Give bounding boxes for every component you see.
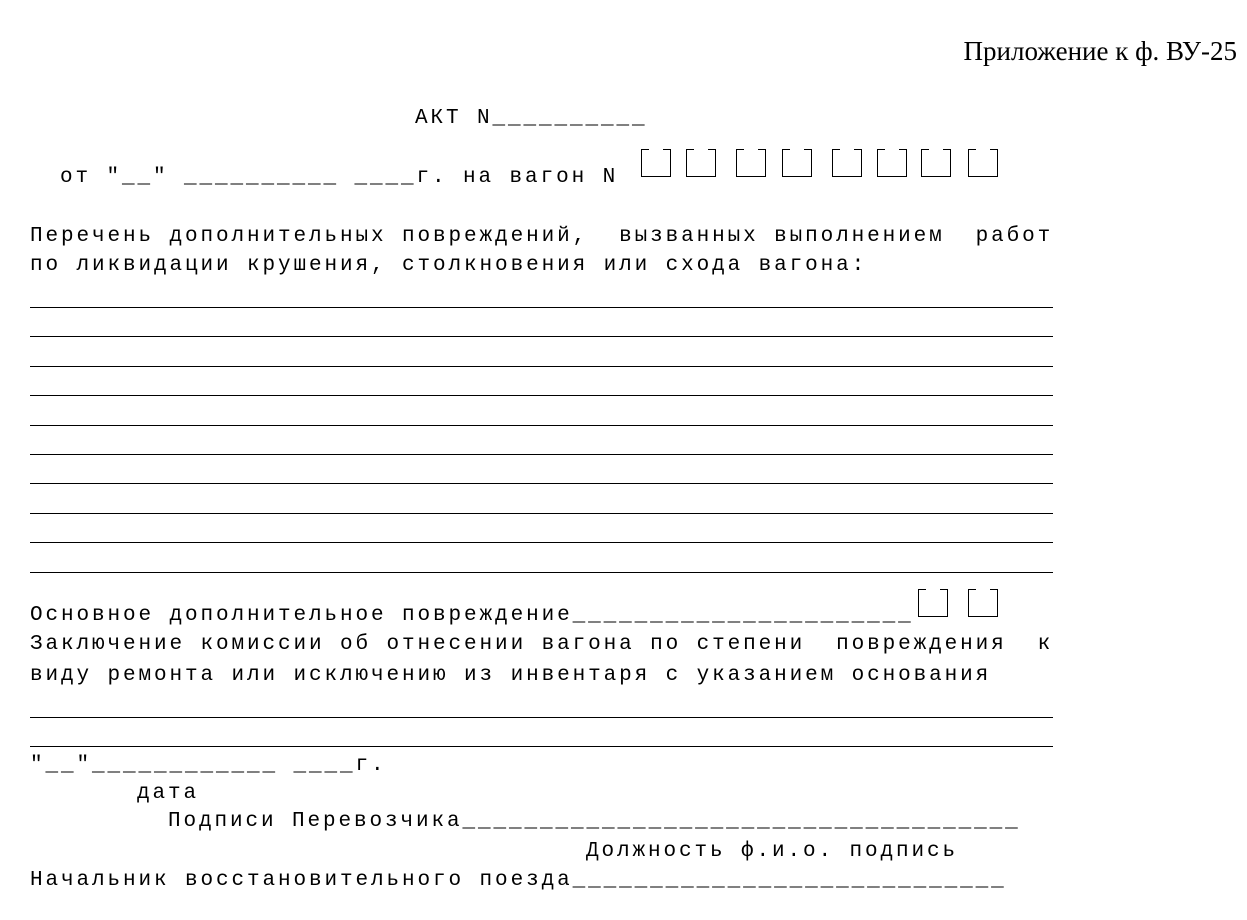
damage-blank-line[interactable] <box>30 483 1053 484</box>
digit-box[interactable] <box>782 149 812 177</box>
damages-intro-line-1: Перечень дополнительных повреждений, вызванных выполнением работ <box>30 225 1054 248</box>
carrier-signature-label: Подписи Перевозчика____________________________________ <box>168 810 1021 833</box>
act-number-title: АКТ N__________ <box>415 107 648 130</box>
conclusion-line-1: Заключение комиссии об отнесении вагона по степени повреждения к <box>30 633 1054 656</box>
damage-blank-line[interactable] <box>30 395 1053 396</box>
conclusion-line-2: виду ремонта или исключению из инвентаря с указанием основания <box>30 664 992 687</box>
damage-blank-line[interactable] <box>30 542 1053 543</box>
damage-blank-line[interactable] <box>30 336 1053 337</box>
digit-box[interactable] <box>641 149 671 177</box>
damage-code-box[interactable] <box>968 589 998 617</box>
damage-blank-line[interactable] <box>30 454 1053 455</box>
digit-box[interactable] <box>736 149 766 177</box>
damage-blank-line[interactable] <box>30 572 1053 573</box>
main-damage-label: Основное дополнительное повреждение______________________ <box>30 604 914 627</box>
damages-intro-line-2: по ликвидации крушения, столкновения или схода вагона: <box>30 254 868 277</box>
date-caption: дата <box>137 782 200 805</box>
damage-blank-line[interactable] <box>30 425 1053 426</box>
damage-blank-line[interactable] <box>30 366 1053 367</box>
damage-code-box[interactable] <box>918 589 948 617</box>
recovery-train-chief-label: Начальник восстановительного поезда____________________________ <box>30 869 1007 892</box>
signature-date-line: "__"____________ ____г. <box>30 754 387 777</box>
appendix-title: Приложение к ф. ВУ-25 <box>963 36 1237 66</box>
conclusion-blank-line[interactable] <box>30 717 1053 718</box>
conclusion-blank-line[interactable] <box>30 746 1053 747</box>
digit-box[interactable] <box>686 149 716 177</box>
digit-box[interactable] <box>921 149 951 177</box>
damage-blank-line[interactable] <box>30 307 1053 308</box>
digit-box[interactable] <box>968 149 998 177</box>
digit-box[interactable] <box>877 149 907 177</box>
digit-box[interactable] <box>832 149 862 177</box>
carrier-signature-caption: Должность ф.и.о. подпись <box>586 840 959 863</box>
act-date-line: от "__" __________ ____г. на вагон N <box>60 166 619 189</box>
damage-blank-line[interactable] <box>30 513 1053 514</box>
